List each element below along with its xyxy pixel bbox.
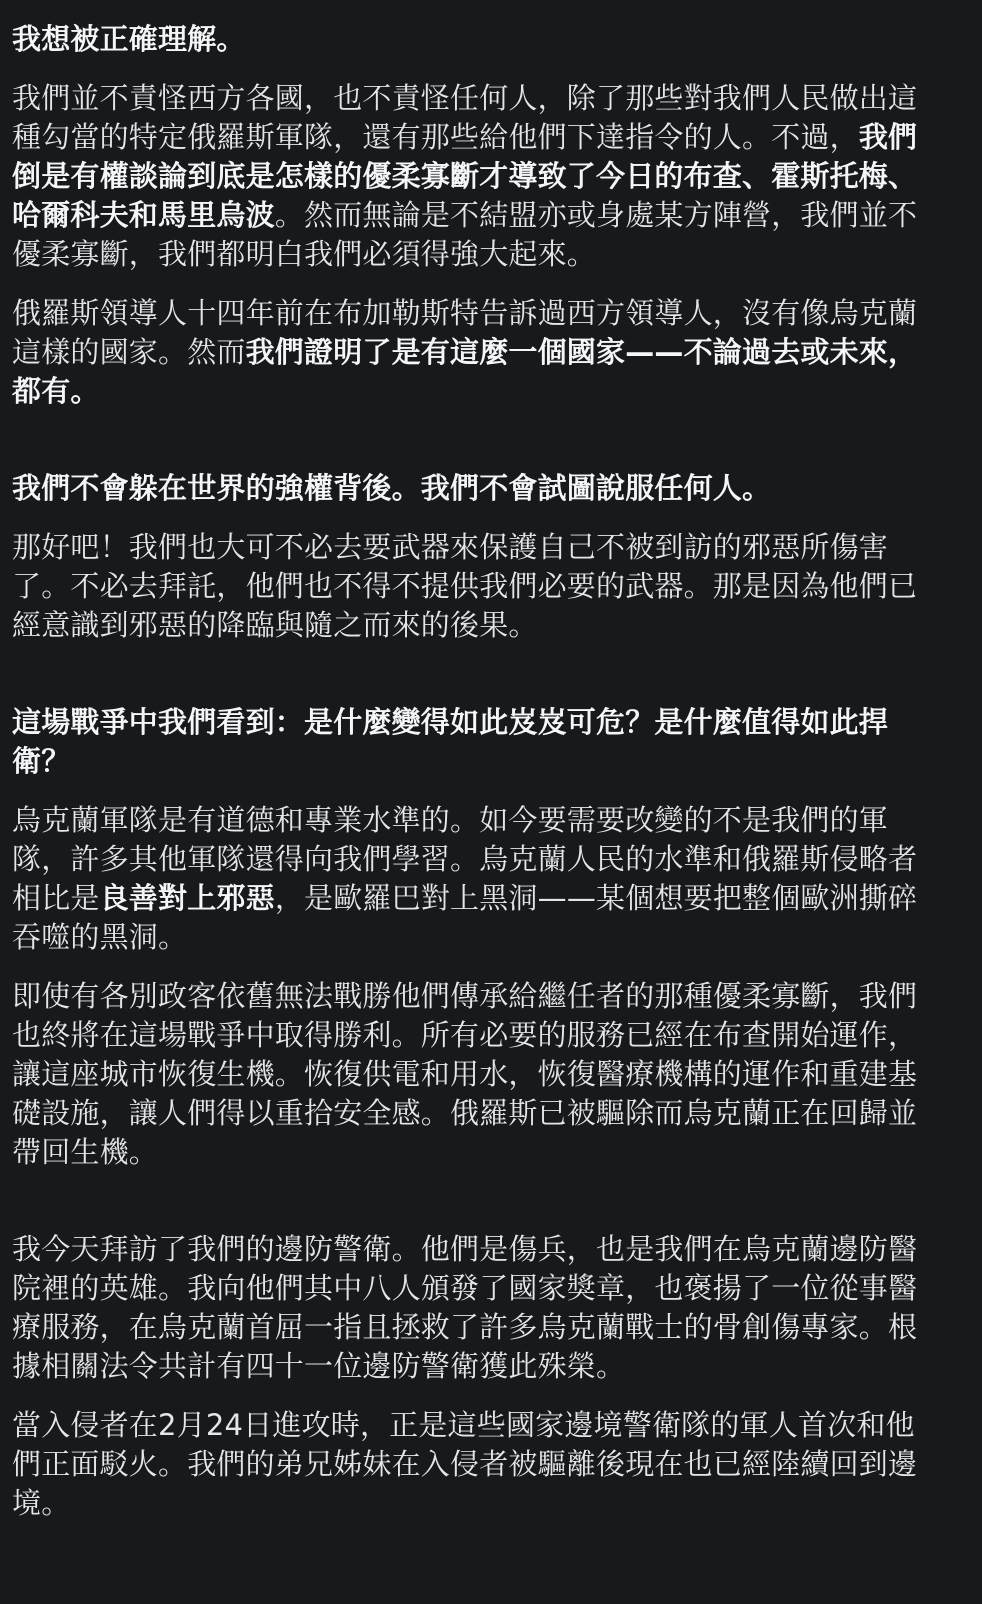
paragraph-9 — [12, 1230, 942, 1386]
paragraph-8 — [12, 977, 942, 1172]
paragraph-7-text-a: 烏克蘭軍隊是有道德和專業水準的。如今要需要改變的不是我們的軍隊，許多其他軍隊還得向我們學習。烏克蘭人民的水準和俄羅斯侵略者相比是 — [12, 803, 918, 915]
paragraph-7-text-c: ，是歐羅巴對上黑洞——某個想要把整個歐洲撕碎吞噬的黑洞。 — [12, 881, 918, 954]
paragraph-3-bold: 我們證明了是有這麼一個國家——不論過去或未來，都有。 — [12, 335, 918, 408]
paragraph-6 — [12, 703, 942, 781]
paragraph-3-text-a: 俄羅斯領導人十四年前在布加勒斯特告訴過西方領導人，沒有像烏克蘭這樣的國家。然而 — [12, 296, 918, 369]
paragraph-2-text-c: 。然而無論是不結盟亦或身處某方陣營，我們並不優柔寡斷，我們都明白我們必須得強大起來。 — [12, 198, 918, 271]
paragraph-2 — [12, 79, 942, 274]
paragraph-5 — [12, 528, 942, 645]
paragraph-1 — [12, 20, 942, 59]
paragraph-4 — [12, 469, 942, 508]
paragraph-6-bold: 這場戰爭中我們看到：是什麼變得如此岌岌可危？是什麼值得如此捍衛？ — [12, 705, 889, 778]
paragraph-8-text: 即使有各別政客依舊無法戰勝他們傳承給繼任者的那種優柔寡斷，我們也終將在這場戰爭中取得勝利。所有必要的服務已經在布查開始運作，讓這座城市恢復生機。恢復供電和用水，恢復醫療機構的運作和重建基礎設施，讓人們得以重拾安全感。俄羅斯已被驅除而烏克蘭正在回歸並帶回生機。 — [12, 979, 918, 1169]
paragraph-7 — [12, 801, 942, 957]
paragraph-9-text: 我今天拜訪了我們的邊防警衛。他們是傷兵，也是我們在烏克蘭邊防醫院裡的英雄。我向他們其中八人頒發了國家獎章，也褒揚了一位從事醫療服務，在烏克蘭首屈一指且拯救了許多烏克蘭戰士的骨創傷專家。根據相關法令共計有四十一位邊防警衛獲此殊榮。 — [12, 1232, 918, 1383]
paragraph-2-text-a: 我們並不責怪西方各國，也不責怪任何人，除了那些對我們人民做出這種勾當的特定俄羅斯軍隊，還有那些給他們下達指令的人。不過， — [12, 81, 918, 154]
paragraph-4-bold: 我們不會躲在世界的強權背後。我們不會試圖說服任何人。 — [12, 471, 772, 505]
paragraph-1-bold: 我想被正確理解。 — [12, 22, 246, 56]
paragraph-5-text: 那好吧！我們也大可不必去要武器來保護自己不被到訪的邪惡所傷害了。不必去拜託，他們也不得不提供我們必要的武器。那是因為他們已經意識到邪惡的降臨與隨之而來的後果。 — [12, 530, 918, 642]
paragraph-2-bold: 我們倒是有權談論到底是怎樣的優柔寡斷才導致了今日的布查、霍斯托梅、哈爾科夫和馬里烏波 — [12, 120, 918, 232]
paragraph-3 — [12, 294, 942, 411]
paragraph-7-bold: 良善對上邪惡 — [99, 881, 275, 915]
paragraph-10 — [12, 1406, 942, 1523]
paragraph-10-text: 當入侵者在2月24日進攻時，正是這些國家邊境警衛隊的軍人首次和他們正面駁火。我們的弟兄姊妹在入侵者被驅離後現在也已經陸續回到邊境。 — [12, 1408, 918, 1520]
